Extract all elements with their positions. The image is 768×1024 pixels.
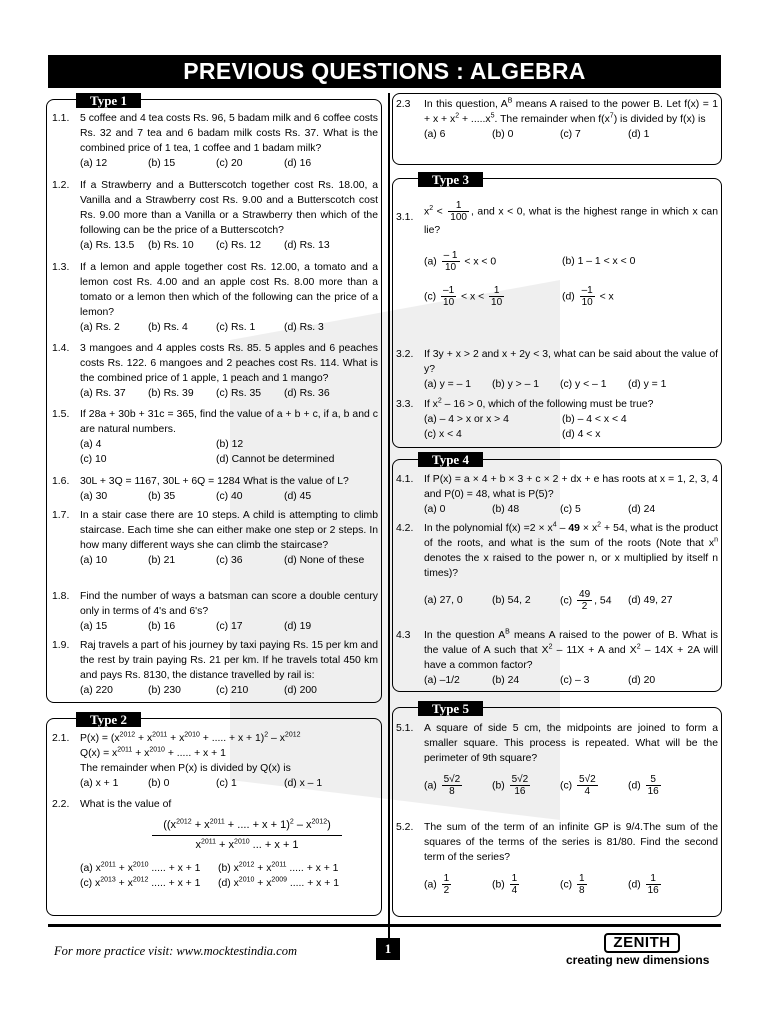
question-1-1: 1.1. 5 coffee and 4 tea costs Rs. 96, 5 badam milk and 6 coffee costs Rs. 32 and 7 tea and 6 badam milk costs Rs. 37. What is the combined price of 1 tea, 1 coffee and 1 badam milk? (a) 12 (b) 15 (c) 20 (d) 16 [52,113,378,169]
column-divider [388,93,390,943]
type4-tag: Type 4 [418,452,483,467]
question-1-5: 1.5. If 28a + 30b + 31c = 365, find the value of a + b + c, if a, b and c are natural numbers. (a) 4 (b) 12 (c) 10 (d) Cannot be determined [52,409,378,465]
question-1-9: 1.9. Raj travels a part of his journey by taxi paying Rs. 15 per km and the rest by train paying Rs. 21 per km. If he travels total 450 km and pays Rs. 8130, the distance travelled by rail is: (a) 220 (b) 230 (c) 210 (d) 200 [52,640,378,696]
question-4-2: 4.2. In the polynomial $f(x) =2 \times x^4 - 49 \times x^2 + 54$, what is the product of the roots, and what is the sum of the roots (Note that $x^n$ denotes the x raised to the power n, or x multiplied by itself n times)? (a) 27, 0 (b) 54, 2 (c) $\frac{49}{2}$ , 54 (d) 49, 27 [396,521,718,612]
type2-tag: Type 2 [76,712,141,727]
question-5-1: 5.1. A square of side 5 cm, the midpoints are joined to form a smaller square. This process is repeated. What will be the perimeter of 9th square? (a) $\frac{5√2}{8}$ (b) $\frac{5√2}{16}$ (c) $\frac{5√2}{4}$ (d) $\frac{5}{16}$ [396,723,718,797]
question-1-2: 1.2. If a Strawberry and a Butterscotch together cost Rs. 18.00, a Vanilla and a Strawberry cost Rs. 9.00 and a Butterscotch cost Rs. 9.00 more than a Vanilla or a Strawberry then which of the following can be the price of a Butterscotch? (a) Rs. 13.5 (b) Rs. 10 (c) Rs. 12 (d) Rs. 13 [52,180,378,251]
footer-rule [48,924,721,927]
question-1-4: 1.4. 3 mangoes and 4 apples costs Rs. 85. 5 apples and 6 peaches costs Rs. 122. 6 mangoes and 2 peaches cost Rs. 114. What is the combined price of 1 apple, 1 peach and 1 mango? (a) Rs. 37 (b) Rs. 39 (c) Rs. 35 (d) Rs. 36 [52,343,378,399]
page-number: 1 [376,938,400,960]
question-2-1: 2.1. $P(x) = (x^{2012} + x^{2011} + x^{2010}$ + ..... + $x + 1)^2 - x^{2012}$ $Q(x) = x^{2011} + x^{2010}$ + ..... + x + 1 The remainder when P(x) is divided by Q(x) is (a) x + 1 (b) 0 (c) 1 (d) x – 1 [52,731,323,789]
question-1-7: 1.7. In a stair case there are 10 steps. A child is attempting to climb staircase. Each time she can either make one step or 2 steps. In how many different ways she can climb the staircase? (a) 10 (b) 21 (c) 36 (d) None of these [52,510,378,566]
question-3-1: 3.1. $x^2$ < $\frac{1}{100}$ , and x < 0, what is the highest range in which x can lie? (a) $\frac{- 1}{10}$ < x < 0 (b) 1 – 1 < x < 0 (c) $\frac{-1}{10}$ < x < $\frac{1}{10}$ (d) $\frac{-1}{10}$ < x [396,200,718,308]
question-1-3: 1.3. If a lemon and apple together cost Rs. 12.00, a tomato and a lemon cost Rs. 4.00 and an apple cost Rs. 8.00 more than a tomato or a lemon then which of the following can the price of a lemon? (a) Rs. 2 (b) Rs. 4 (c) Rs. 1 (d) Rs. 3 [52,262,378,333]
question-4-3: 4.3 In the question $A^B$ means A raised to the power of B. What is the value of A such that $X^2 - 11X + A$ and $X^2 - 14X + 2A$ will have a common factor? (a) –1/2 (b) 24 (c) – 3 (d) 20 [396,628,718,686]
page-title: PREVIOUS QUESTIONS : ALGEBRA [48,55,721,88]
question-1-6: 1.6. 30L + 3Q = 1167, 30L + 6Q = 1284 What is the value of L? (a) 30 (b) 35 (c) 40 (d) 45 [52,476,349,502]
question-2-2: 2.2. What is the value of (($x^{2012} + x^{2011}$ + .... + $x + 1)^2 - x^{2012}$) $x^{2011} + x^{2010}$ ... + x + 1 (a) $x^{2011} + x^{2010}$ ..... + x + 1 (b) $x^{2012} + x^{2011}$ ..... + x + 1 (c) $x^{2013} + x^{2012}$ ..... + x + 1 (d) $x^{2010} + x^{2009}$ ..... + x + 1 [52,797,378,891]
zenith-logo: ZENITH [604,933,680,953]
brand-tagline: creating new dimensions [566,953,710,967]
question-1-8: 1.8. Find the number of ways a batsman can score a double century only in terms of 4's and 6's? (a) 15 (b) 16 (c) 17 (d) 19 [52,591,378,632]
question-3-2: 3.2. If 3y + x > 2 and x + 2y < 3, what can be said about the value of y? (a) y = – 1 (b) y > – 1 (c) y < – 1 (d) y = 1 [396,349,718,390]
type3-tag: Type 3 [418,172,483,187]
question-2-3: 2.3 In this question, $A^B$ means A raised to the power B. Let $f(x) = 1 + x + x^2 + .....x^5$. The remainder when $f(x^7)$ is divided by f(x) is (a) 6 (b) 0 (c) 7 (d) 1 [396,97,718,140]
question-5-2: 5.2. The sum of the term of an infinite GP is 9/4.The sum of the squares of the terms of the series is 81/80. Find the second term of the series? (a) $\frac{1}{2}$ (b) $\frac{1}{4}$ (c) $\frac{1}{8}$ (d) $\frac{1}{16}$ [396,822,718,896]
type1-tag: Type 1 [76,93,141,108]
question-4-1: 4.1. If P(x) = a × 4 + b × 3 + c × 2 + dx + e has roots at x = 1, 2, 3, 4 and P(0) = 48, what is P(5)? (a) 0 (b) 48 (c) 5 (d) 24 [396,474,718,515]
question-3-3: 3.3. If $x^2 - 16 > 0$, which of the following must be true? (a) – 4 > x or x > 4 (b) – 4 < x < 4 (c) x < 4 (d) 4 < x [396,397,654,440]
type5-tag: Type 5 [418,701,483,716]
footer-practice-link[interactable]: For more practice visit: www.mocktestindia.com [54,944,298,958]
